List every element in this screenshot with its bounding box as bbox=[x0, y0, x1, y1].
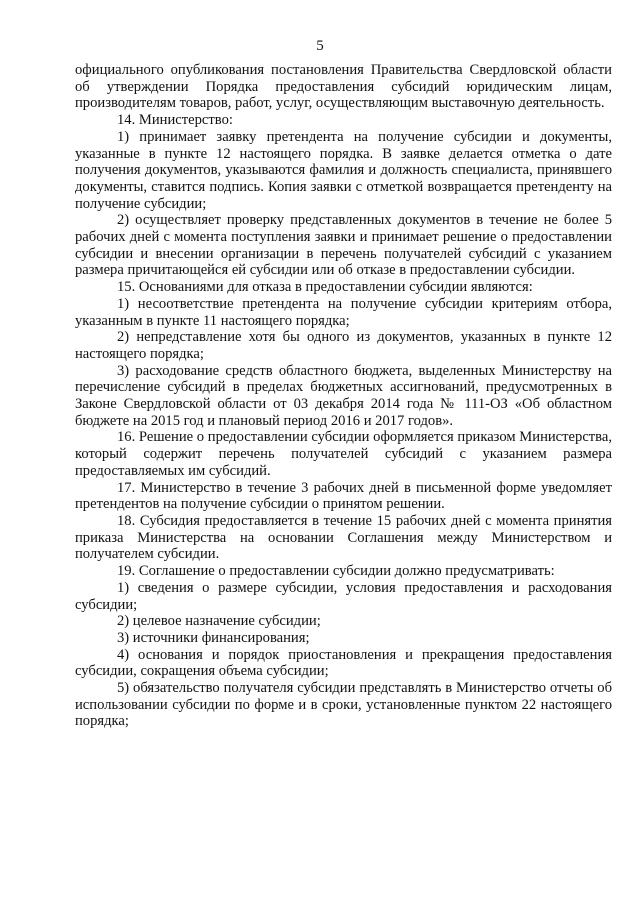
paragraph-19-item-1: 1) сведения о размере субсидии, условия предоставления и расходования субсидии; bbox=[75, 579, 612, 613]
paragraph-14-heading: 14. Министерство: bbox=[117, 112, 233, 129]
paragraph-15-item-2: 2) непредставление хотя бы одного из документов, указанных в пункте 12 настоящего порядка; bbox=[75, 329, 612, 362]
paragraph-14-item-1: 1) принимает заявку претендента на получение субсидии и документы, указанные в пункте 12 настоящего порядка. В заявке делается отметка о дате получения документов, указываются фамилия и должность специалиста, принявшего документы, ставится подпись. Копия заявки с отметкой возвращается претенденту на получение субсидии; bbox=[75, 128, 612, 212]
paragraph-14-item-2: 2) осуществляет проверку представленных документов в течение не более 5 рабочих дней с момента поступления заявки и принимает решение о предоставлении субсидии и внесении организации в перечень получателей субсидий с указанием размера причитающейся ей субсидии или об отказе в предоставлении субсидии. bbox=[75, 212, 612, 279]
paragraph-15-heading: 15. Основаниями для отказа в предоставлении субсидии являются: bbox=[117, 279, 533, 296]
paragraph-19-item-5: 5) обязательство получателя субсидии представлять в Министерство отчеты об использовании субсидии по форме и в сроки, установленные пунктом 22 настоящего порядка; bbox=[75, 680, 612, 730]
paragraph-17: 17. Министерство в течение 3 рабочих дней в письменной форме уведомляет претендентов на получение субсидии о принятом решении. bbox=[75, 479, 612, 513]
paragraph-18: 18. Субсидия предоставляется в течение 15 рабочих дней с момента принятия приказа Министерства на основании Соглашения между Министерством и получателем субсидии. bbox=[75, 512, 612, 563]
paragraph-19-heading: 19. Соглашение о предоставлении субсидии должно предусматривать: bbox=[117, 563, 555, 580]
page-number: 5 bbox=[316, 38, 324, 54]
paragraph-15-item-1: 1) несоответствие претендента на получение субсидии критериям отбора, указанным в пункте 11 настоящего порядка; bbox=[75, 295, 612, 329]
paragraph-15-item-3: 3) расходование средств областного бюджета, выделенных Министерству на перечисление субсидий в пределах бюджетных ассигнований, предусмотренных в Законе Свердловской области от 03 декабря 2014 года № 111-ОЗ «Об областном бюджете на 2015 год и плановый период 2016 и 2017 годов». bbox=[75, 362, 612, 429]
document-body bbox=[75, 62, 612, 730]
paragraph-19-item-2: 2) целевое назначение субсидии; bbox=[117, 613, 321, 630]
paragraph-intro-continuation: официального опубликования постановления Правительства Свердловской области об утверждении Порядка предоставления субсидий юридическим лицам, производителям товаров, работ, услуг, осуществляющим выставочную деятельность. bbox=[75, 62, 612, 112]
paragraph-19-item-4: 4) основания и порядок приостановления и прекращения предоставления субсидии, сокращения объема субсидии; bbox=[75, 646, 612, 680]
paragraph-19-item-3: 3) источники финансирования; bbox=[117, 629, 310, 646]
paragraph-16: 16. Решение о предоставлении субсидии оформляется приказом Министерства, который содержит перечень получателей субсидий с указанием размера предоставляемых им субсидий. bbox=[75, 429, 612, 479]
